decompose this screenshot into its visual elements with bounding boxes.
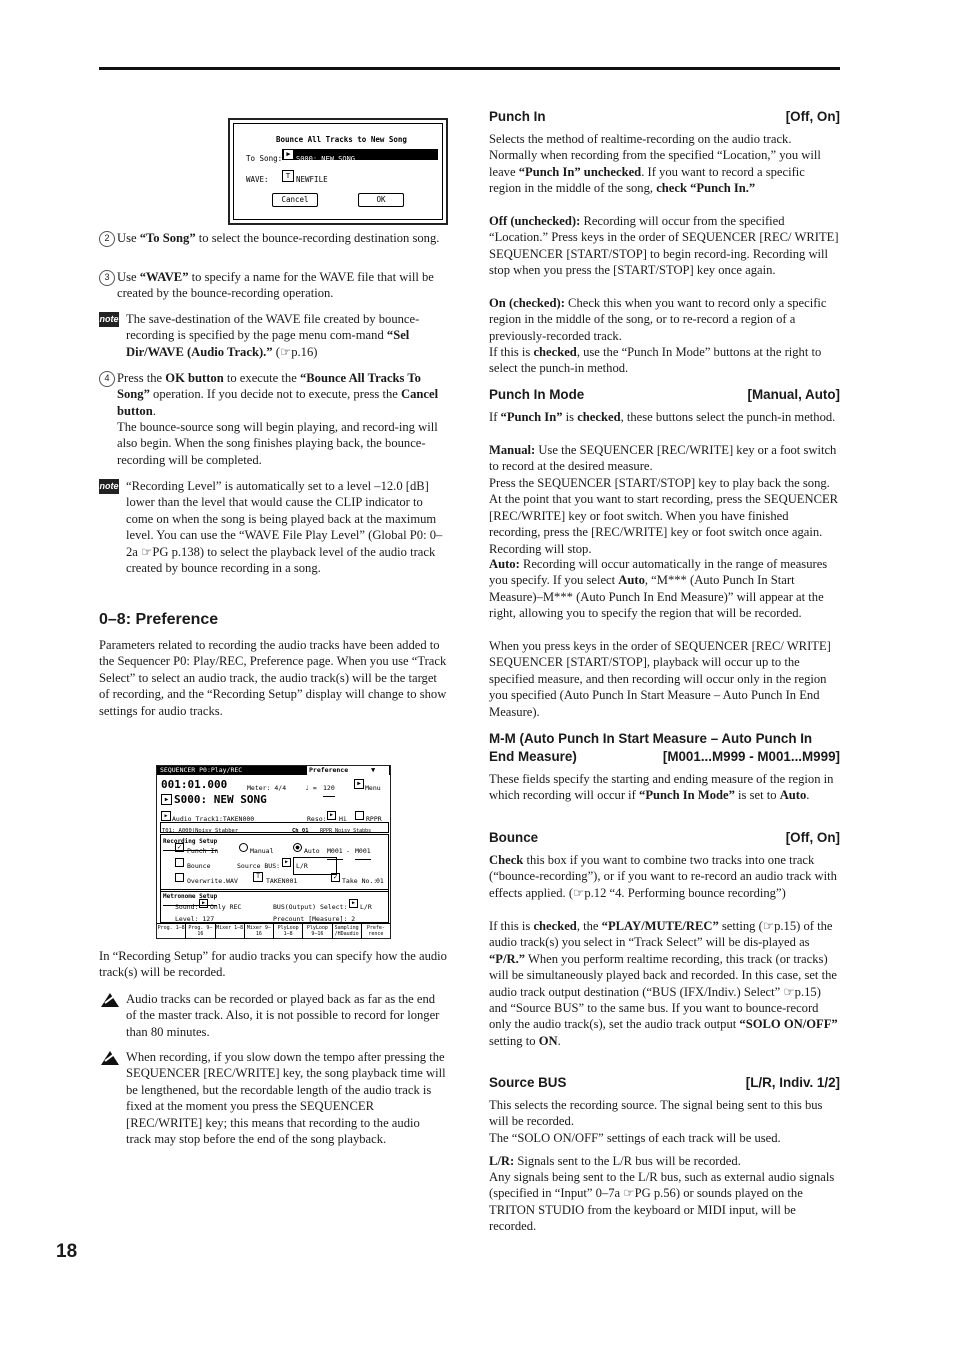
tab-prog-1-8[interactable]: Prog. 1–8 (157, 924, 186, 939)
recording-setup-heading: Recording Setup (163, 834, 217, 851)
precount[interactable]: Precount [Measure]: 2 (273, 915, 356, 923)
source-bus-heading (489, 1075, 840, 1091)
warning-2-text: When recording, if you slow down the tempo after pressing the SEQUENCER [REC/WRITE] key, the song playback time will be lengthened, but the recordable length of the audio track is fixed at the moment you press the SEQUENCER [REC/WRITE] key; this means that recording to the audio track may stop before the end of the song playback. (126, 1050, 446, 1147)
source-bus-solo: The “SOLO ON/OFF” settings of each track will be used. (489, 1131, 781, 1145)
wave-name[interactable]: TAKEN001 (266, 877, 298, 885)
tab-mixer-9-16[interactable]: Mixer 9–16 (245, 924, 274, 939)
mm-heading (489, 730, 840, 766)
punch-in-heading (489, 109, 840, 125)
mode-manual: Manual: Use the SEQUENCER [REC/WRITE] key or a foot switch to record at the desired measure. (489, 443, 837, 474)
take-label: Take No.: (342, 877, 378, 885)
bus-output-label: BUS(Output) Select: (273, 903, 348, 911)
source-bus-label: Source BUS: (237, 862, 281, 870)
page-tabs (157, 923, 390, 939)
mode-auto-detail: When you press keys in the order of SEQUENCER [REC/ WRITE] SEQUENCER [START/STOP], playback will occur up to the specified measure, and then recording will occur only in the region you specified (Auto Punch In Start Measure – Auto Punch In End Measure). (489, 639, 831, 719)
tab-plyloop-1-8[interactable]: PlyLoop 1–8 (274, 924, 303, 939)
punch-in-checkbox[interactable]: ✓ (175, 843, 184, 852)
mode-manual-detail: Press the SEQUENCER [START/STOP] key to play back the song. At the point that you want to start recording, press the SEQUENCER [REC/WRITE] key or foot switch. When you have finished recording, press the [REC/WRITE] key or foot switch once again. Recording will stop. (489, 476, 839, 556)
punch-dash: - (346, 847, 350, 855)
bounce-label: Bounce (187, 862, 211, 870)
top-rule (99, 67, 840, 70)
menu-button[interactable]: ▶ (354, 779, 364, 789)
mode-auto: Auto: Recording will occur automatically in the range of measures you specify. If you select Auto, “M*** (Auto Punch In Start Measure)–M*** (Auto Punch In End Measure)” will appear at the right, allowing you to specify the region that will be recorded. (489, 557, 828, 621)
overwrite-label: Overwrite.WAV (187, 877, 238, 885)
cancel-button[interactable]: Cancel (272, 193, 318, 207)
step-4-detail: The bounce-source song will begin playing, and record-ing will also begin. When the song finishes playing back, the bounce-recording will be completed. (117, 420, 438, 467)
note-icon: note (99, 312, 119, 327)
sound-icon[interactable]: ▶ (199, 899, 208, 908)
punch-in-title: Punch In (489, 109, 546, 124)
menu-label: Menu (365, 784, 381, 792)
source-bus-title: Source BUS (489, 1075, 567, 1090)
punch-in-mode-heading (489, 387, 840, 403)
ok-button[interactable]: OK (358, 193, 404, 207)
punch-end-measure[interactable]: M001 (355, 843, 371, 860)
wave-label: WAVE: (246, 175, 269, 184)
overwrite-checkbox[interactable] (175, 873, 184, 882)
rppr-label: RPPR (366, 815, 382, 823)
manual-radio[interactable] (239, 843, 248, 852)
tempo-label: ♩ = (305, 784, 317, 792)
punch-in-off: Off (unchecked): Recording will occur from the specified “Location.” Press keys in the order of SEQUENCER [REC/ WRITE] SEQUENCER [START/STOP] to begin record-ing. Recording will stop when you press the [START/STOP] key once again. (489, 214, 839, 278)
sequencer-preference-screenshot (156, 765, 391, 939)
note-1-text: The save-destination of the WAVE file created by bounce-recording is specified by the page menu com-mand “Sel Dir/WAVE (Audio Track).” (☞p.16) (126, 312, 420, 359)
punch-in-checked: If this is checked, use the “Punch In Mode” buttons at the right to select the punch-in method. (489, 345, 822, 376)
tab-prog-9-16[interactable]: Prog. 9–16 (186, 924, 215, 939)
reso-value[interactable]: Hi (339, 815, 347, 823)
reso-label: Reso: (307, 815, 327, 823)
meter[interactable]: Meter: 4/4 (247, 784, 287, 792)
wave-value[interactable]: NEWFILE (296, 175, 328, 184)
caution-icon (99, 991, 121, 1009)
bounce-dialog-screenshot (228, 118, 448, 225)
auto-label: Auto (304, 847, 320, 855)
page-name: Preference (309, 766, 349, 774)
track-name[interactable]: Audio Track1:TAKEN000 (172, 815, 255, 823)
source-bus-value[interactable]: L/R (293, 857, 337, 875)
tab-mixer-1-8[interactable]: Mixer 1–8 (216, 924, 245, 939)
rppr-pattern: RPPR Noisy Stabbs (320, 828, 372, 834)
location[interactable]: 001:01.000 (161, 778, 228, 791)
take-value[interactable]: 01 (376, 873, 384, 890)
wave-name-icon[interactable]: T (253, 872, 263, 882)
punch-start-measure[interactable]: M001 (327, 843, 343, 860)
bounce-title: Bounce (489, 830, 539, 845)
section-body: Parameters related to recording the audio tracks have been added to the Sequencer P0: Play/REC, Preference page. When you use “Track Select” to select an audio track, the audio track(s) will be the target of recording, and the “Recording Setup” display will change to show settings for audio tracks. (99, 638, 447, 718)
mm-desc: These fields specify the starting and ending measure of the region in which recording will occur if “Punch In Mode” is set to Auto. (489, 772, 834, 803)
page-menu-icon[interactable]: ▼ (371, 766, 376, 774)
reso-icon[interactable]: ▶ (327, 811, 336, 820)
text-edit-icon[interactable]: T (282, 170, 294, 182)
level[interactable]: Level: 127 (175, 915, 215, 923)
manual-label: Manual (250, 847, 274, 855)
channel: Ch 01 (292, 828, 309, 834)
mode-desc: If “Punch In” is checked, these buttons select the punch-in method. (489, 410, 836, 424)
section-title: 0–8: Preference (99, 611, 219, 628)
track-program: T01: A000(Noisy Stabber (162, 828, 239, 834)
tab-sampling[interactable]: Sampling /HDaudio (333, 924, 362, 939)
bounce-checkbox[interactable] (175, 858, 184, 867)
source-bus-range: [L/R, Indiv. 1/2] (745, 1075, 840, 1090)
metronome-setup-heading: Metronome Setup (163, 889, 217, 906)
bounce-desc: Check this box if you want to combine two tracks into one track (“bounce-recording”), or if you want to re-record an audio track with effects applied. (☞p.12 “4. Performing bounce recording”) (489, 853, 837, 900)
warning-1-text: Audio tracks can be recorded or played back as far as the end of the master track. Also, it is not possible to record for longer than 80 minutes. (126, 992, 440, 1039)
to-song-value: S000: NEW SONG (296, 155, 356, 163)
rppr-checkbox[interactable] (355, 811, 364, 820)
song-select-icon[interactable]: ▶ (161, 794, 172, 805)
source-bus-desc: This selects the recording source. The signal being sent to this bus will be recorded. (489, 1098, 823, 1129)
page-number: 18 (56, 1241, 78, 1262)
tab-plyloop-9-16[interactable]: PlyLoop 9–16 (303, 924, 332, 939)
source-bus-lr: L/R: Signals sent to the L/R bus will be recorded. (489, 1154, 741, 1168)
auto-radio[interactable] (293, 843, 302, 852)
note-icon: note (99, 479, 119, 494)
bus-output-value[interactable]: L/R (360, 903, 372, 911)
sound-label: Sound: (175, 903, 199, 911)
step-3-text: Use “WAVE” to specify a name for the WAVE file that will be created by the bounce-recording operation. (117, 270, 434, 301)
tab-preference[interactable]: Prefe- rence (366, 925, 385, 937)
punch-in-on: On (checked): Check this when you want to record only a specific region in the middle of the song, or to re-record a region of a previously-recorded track. (489, 296, 827, 343)
mm-title-line2-text: End Measure) (489, 749, 577, 764)
source-bus-lr-detail: Any signals being sent to the L/R bus, such as external audio signals (specified in “Input” 0–7a ☞PG p.56) or sounds played on the TRITON STUDIO from the keyboard or MIDI input, will be recorded. (489, 1170, 835, 1234)
recording-setup-text: In “Recording Setup” for audio tracks you can specify how the audio track(s) will be recorded. (99, 949, 447, 980)
punch-in-label: Punch In (187, 847, 219, 855)
mm-range: [M001...M999 - M001...M999] (662, 749, 840, 764)
punch-in-mode-range: [Manual, Auto] (747, 387, 840, 402)
step-4-text: Press the OK button to execute the “Bounce All Tracks To Song” operation. If you decide not to execute, press the Cancel button. (117, 371, 439, 418)
note-2-text: “Recording Level” is automatically set to a level –12.0 [dB] lower than the level that would cause the CLIP indicator to come on when the song is being played back at the maximum level. You can use the “WAVE File Play Level” (Global P0: 0–2a ☞PG p.138) to select the playback level of the audio track created by bounce recording in a song. (126, 479, 443, 576)
track-select-icon[interactable]: ▶ (161, 811, 171, 821)
to-song-label: To Song: (246, 154, 283, 163)
step-2-text: Use “To Song” to select the bounce-recording destination song. (117, 231, 440, 245)
punch-in-desc: Selects the method of realtime-recording on the audio track. Normally when recording from the specified “Location,” you will leave “Punch In” unchecked. If you want to record a specific region in the middle of the song, check “Punch In.” (489, 132, 821, 196)
bounce-range: [Off, On] (785, 830, 840, 845)
tempo-value[interactable]: 120 (323, 780, 335, 797)
source-bus-icon[interactable]: ▶ (282, 858, 291, 867)
mm-title-line1: M-M (Auto Punch In Start Measure – Auto Punch In (489, 731, 813, 746)
mm-title-line2 (489, 748, 840, 766)
step-number: 4 (99, 371, 115, 387)
punch-in-range: [Off, On] (785, 109, 840, 124)
bus-output-icon[interactable]: ▶ (349, 899, 358, 908)
screen-title: SEQUENCER P0:Play/REC (160, 766, 243, 774)
bounce-heading (489, 830, 840, 846)
caution-icon (99, 1049, 121, 1067)
play-arrow-icon: ▶ (284, 150, 293, 159)
dialog-title: Bounce All Tracks to New Song (276, 135, 407, 144)
song-name[interactable]: S000: NEW SONG (174, 793, 267, 806)
step-number: 3 (99, 270, 115, 286)
bounce-checked: If this is checked, the “PLAY/MUTE/REC” setting (☞p.15) of the audio track(s) you select in “Track Select” will be dis-played as “P/R.” When you perform realtime recording, this track (or tracks) will be simultaneously played back and recorded. In this case, set the audio track output destination (“BUS (IFX/Indiv.) Select” ☞p.15) and “Source BUS” to the same bus. If you want to bounce-record only the audio track(s), set the audio track output “SOLO ON/OFF” setting to ON. (489, 919, 838, 1048)
step-number: 2 (99, 231, 115, 247)
take-checkbox[interactable]: ✓ (331, 873, 340, 882)
sound-value[interactable]: Only REC (210, 903, 242, 911)
punch-in-mode-title: Punch In Mode (489, 387, 585, 402)
